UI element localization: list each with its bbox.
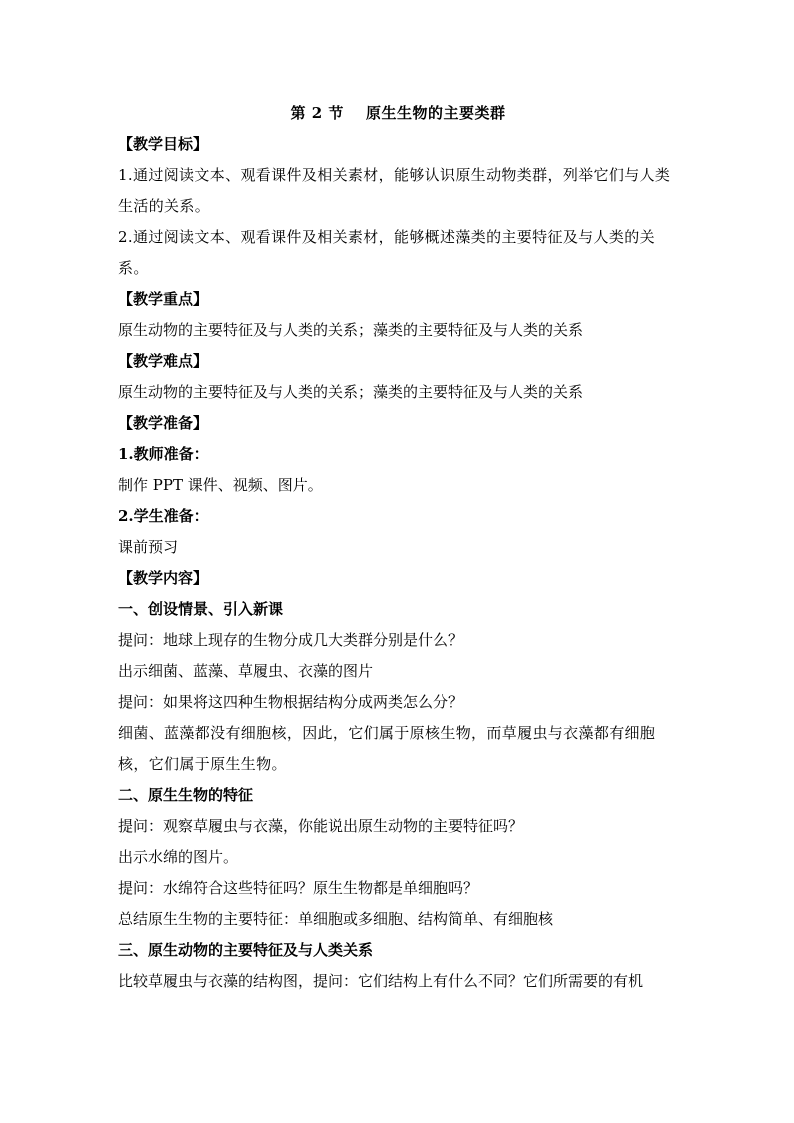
section3-paragraph: 比较草履虫与衣藻的结构图，提问：它们结构上有什么不同？它们所需要的有机 <box>118 972 644 990</box>
objective-item-1: 1.通过阅读文本、观看课件及相关素材，能够认识原生动物类群，列举它们与人类生活的关系。 <box>118 166 671 215</box>
document-body <box>118 99 678 997</box>
section2-line-3: 提问：水绵符合这些特征吗？原生生物都是单细胞吗？ <box>118 879 479 897</box>
section1-line-1: 提问：地球上现存的生物分成几大类群分别是什么？ <box>118 631 464 649</box>
key-points-text: 原生动物的主要特征及与人类的关系；藻类的主要特征及与人类的关系 <box>118 321 584 339</box>
content-heading: 【教学内容】 <box>118 569 209 587</box>
section1-heading: 一、创设情景、引入新课 <box>118 600 284 618</box>
key-points-heading: 【教学重点】 <box>118 290 209 308</box>
section2-line-4: 总结原生生物的主要特征：单细胞或多细胞、结构简单、有细胞核 <box>118 910 554 928</box>
objective-item-2: 2.通过阅读文本、观看课件及相关素材，能够概述藻类的主要特征及与人类的关系。 <box>118 228 655 277</box>
difficulties-heading: 【教学难点】 <box>118 352 209 370</box>
section2-line-1: 提问：观察草履虫与衣藻，你能说出原生动物的主要特征吗？ <box>118 817 524 835</box>
section1-line-3: 提问：如果将这四种生物根据结构分成两类怎么分？ <box>118 693 464 711</box>
preparation-heading: 【教学准备】 <box>118 414 209 432</box>
page-title <box>118 99 678 127</box>
teacher-prep-label: 1.教师准备： <box>118 445 209 463</box>
section2-heading: 二、原生生物的特征 <box>118 786 254 804</box>
section-number: 第 2 节 <box>290 104 344 122</box>
section-name: 原生生物的主要类群 <box>365 104 506 122</box>
teacher-prep-text: 制作 PPT 课件、视频、图片。 <box>118 476 323 494</box>
objectives-heading: 【教学目标】 <box>118 135 209 153</box>
student-prep-label: 2.学生准备： <box>118 507 209 525</box>
section1-paragraph: 细菌、蓝藻都没有细胞核，因此，它们属于原核生物，而草履虫与衣藻都有细胞核，它们属于原生生物。 <box>118 724 656 773</box>
student-prep-text: 课前预习 <box>118 538 179 556</box>
section3-heading: 三、原生动物的主要特征及与人类关系 <box>118 941 374 959</box>
section2-line-2: 出示水绵的图片。 <box>118 848 239 866</box>
difficulties-text: 原生动物的主要特征及与人类的关系；藻类的主要特征及与人类的关系 <box>118 383 584 401</box>
section1-line-2: 出示细菌、蓝藻、草履虫、衣藻的图片 <box>118 662 374 680</box>
